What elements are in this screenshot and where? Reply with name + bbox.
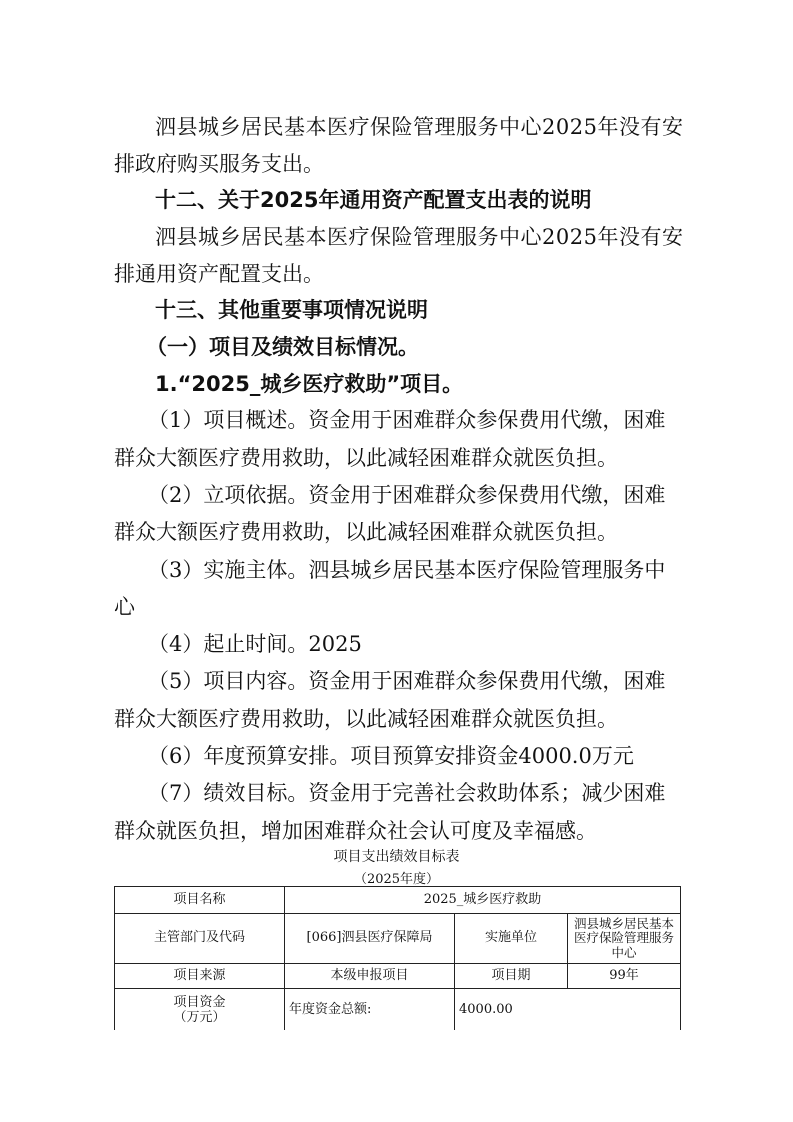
paragraph-line: （6）年度预算安排。项目预算安排资金4000.0万元	[148, 744, 634, 768]
table-row	[115, 914, 681, 964]
table-cell: 4000.00	[455, 989, 681, 1033]
paragraph-line: 排通用资产配置支出。	[114, 262, 324, 286]
table-year: （2025年度）	[353, 872, 440, 887]
paragraph-line: （4）起止时间。2025	[148, 632, 362, 656]
performance-table	[114, 886, 681, 1033]
sub-heading: （一）项目及绩效目标情况。	[146, 335, 419, 359]
table-cell: 主管部门及代码	[115, 914, 285, 964]
table-cell: 实施单位	[455, 914, 568, 964]
table-cell: 2025_城乡医疗救助	[285, 887, 681, 914]
section-heading: 十二、关于2025年通用资产配置支出表的说明	[155, 188, 592, 212]
paragraph-line: （1）项目概述。资金用于困难群众参保费用代缴，困难	[148, 408, 666, 432]
table-row	[115, 989, 681, 1033]
fund-label: 项目资金	[173, 994, 226, 1010]
table-cell: 项目名称	[115, 887, 285, 914]
table-row	[115, 964, 681, 989]
paragraph-line: （3）实施主体。泗县城乡居民基本医疗保险管理服务中	[148, 558, 666, 582]
table-cell	[115, 989, 285, 1033]
paragraph-line: （2）立项依据。资金用于困难群众参保费用代缴，困难	[148, 483, 666, 507]
paragraph-line: 泗县城乡居民基本医疗保险管理服务中心2025年没有安	[155, 115, 684, 139]
fund-unit: （万元）	[173, 1009, 226, 1025]
section-heading: 十三、其他重要事项情况说明	[155, 298, 428, 322]
table-cell: 年度资金总额:	[285, 989, 455, 1033]
table-cell: [066]泗县医疗保障局	[285, 914, 455, 964]
table-title: 项目支出绩效目标表	[333, 849, 460, 865]
paragraph-line: 群众大额医疗费用救助，以此减轻困难群众就医负担。	[114, 520, 618, 544]
page-bottom-blank	[0, 1030, 793, 1122]
table-cell: 项目期	[455, 964, 568, 989]
paragraph-line: 排政府购买服务支出。	[114, 152, 324, 176]
paragraph-line: 群众就医负担，增加困难群众社会认可度及幸福感。	[114, 819, 597, 843]
table-cell: 本级申报项目	[285, 964, 455, 989]
paragraph-line: 群众大额医疗费用救助，以此减轻困难群众就医负担。	[114, 446, 618, 470]
table-cell: 项目来源	[115, 964, 285, 989]
item-heading: 1.“2025_城乡医疗救助”项目。	[155, 372, 464, 396]
paragraph-line: （5）项目内容。资金用于困难群众参保费用代缴，困难	[148, 669, 666, 693]
table-cell: 99年	[568, 964, 681, 989]
table-row	[115, 887, 681, 914]
paragraph-line: 泗县城乡居民基本医疗保险管理服务中心2025年没有安	[155, 225, 684, 249]
paragraph-line: （7）绩效目标。资金用于完善社会救助体系；减少困难	[148, 781, 666, 805]
paragraph-line: 心	[114, 595, 135, 619]
table-cell: 泗县城乡居民基本医疗保险管理服务中心	[568, 914, 681, 964]
paragraph-line: 群众大额医疗费用救助，以此减轻困难群众就医负担。	[114, 707, 618, 731]
